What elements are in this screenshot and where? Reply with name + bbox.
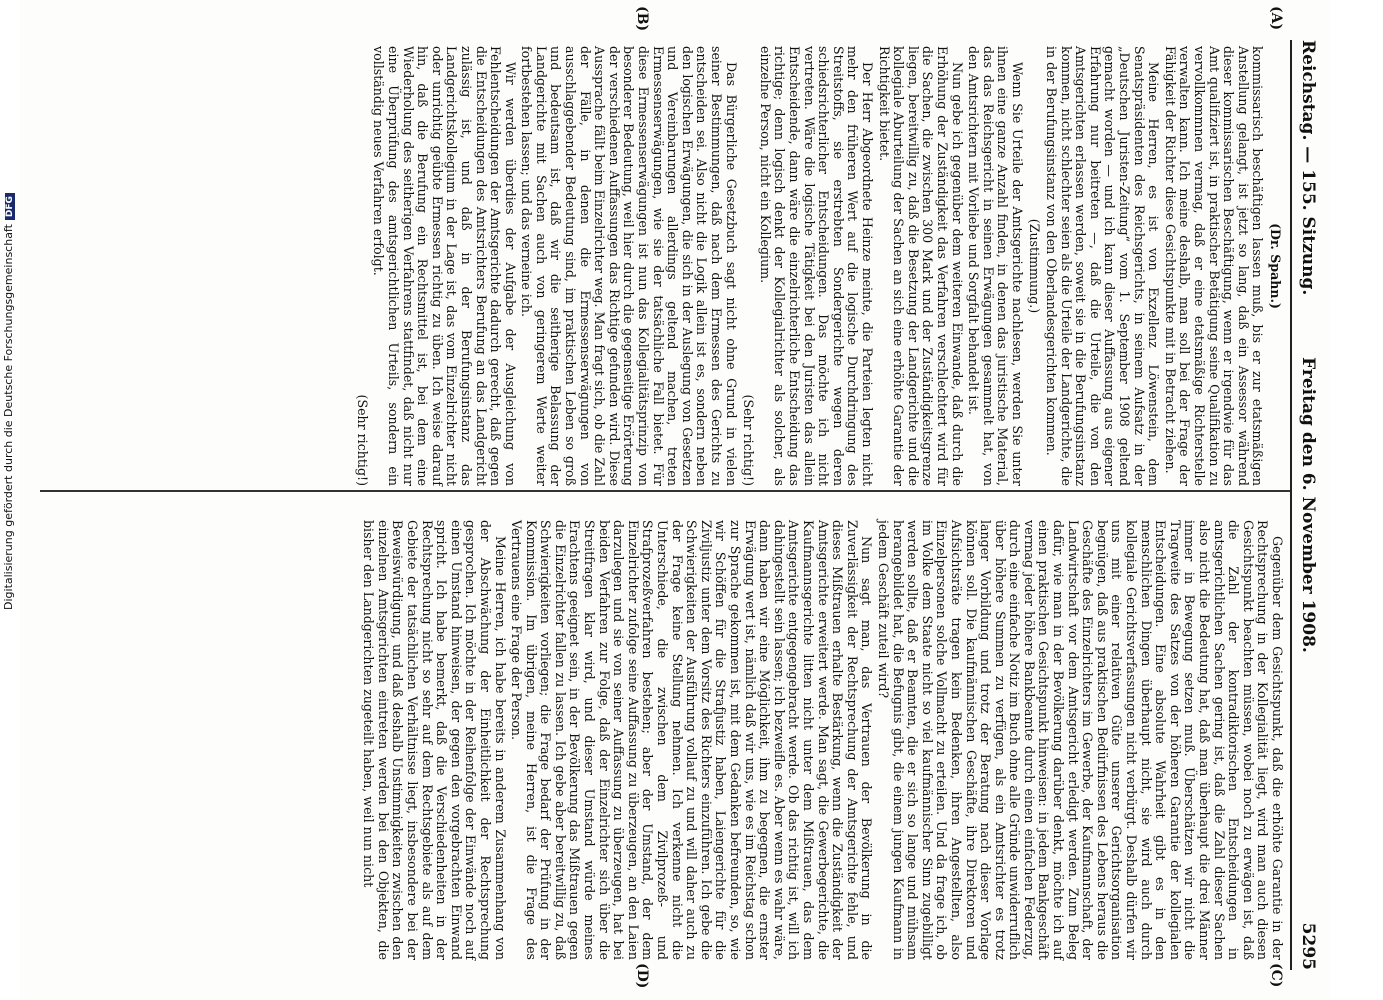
paragraph: Der Herr Abgeordnete Heinze meinte, die Parteien legten nicht mehr den früheren Wert auf die logische Durchdringung des Streitstoffs, sie erstrebten Sondergerichte wegen deren schiedsrichterlicher Entscheidungen. Das möchte ich nicht vertreten. Wäre die logische Tätigkeit bei den Juristen das allein Entscheidende, dann wäre die einzelrichterliche Entscheidung das richtige; denn logisch denkt der Kollegialrichter als solcher, als einzelne Person, nicht ein Kollegium. [757, 46, 875, 486]
margin-mark-d: (D) [634, 963, 650, 989]
dfg-logo: DFG [5, 193, 15, 220]
paragraph: Wir werden überdies der Aufgabe der Ausgleichung von Fehlentscheidungen der Amtsgerichte dadurch gerecht, daß gegen die Entscheidungen des Amtsrichters Berufung an das Landgericht zulässig ist, und daß in der Berufungsinstanz das Landgerichtskollegium in der Lage ist, das vom Einzelrichter nicht oder unrichtig geübte Ermessen richtig zu üben. Ich weise darauf hin, daß die Berufung ein Rechtsmittel ist, bei dem eine Wiederholung des seitherigen Verfahrens stattfindet, daß nicht nur eine Überprüfung des amtsgerichtlichen Urteils, sondern ein vollständig neues Verfahren erfolgt. [371, 46, 518, 486]
paragraph: kommissarisch beschäftigen lassen muß, bis er zur etatsmäßigen Anstellung gelangt, ist jetzt so lang, daß ein Assessor während dieser kommissarischen Beschäftigung, wenn er irgendwie für das Amt qualifiziert ist, in praktischer Betätigung seine Qualifikation zu vervollkommnen vermag, daß er eine etatsmäßige Richterstelle verwalten kann. Ich meine deshalb, man soll bei der Frage der Fähigkeit der Richter diese Gesichtspunkte mit in Betracht ziehen. [1162, 46, 1266, 486]
paragraph: Nun gebe ich gegenüber dem weiteren Einwande, daß durch die Erhöhung der Zuständigkeit das Verfahren verschlechtert wird für die Sachen, die zwischen 300 Mark und der Zuständigkeitsgrenze liegen, bereitwillig zu, daß die Besetzung der Landgerichte und die kollegiale Aburteilung der Sachen an sich eine erhöhte Garantie der Richtigkeit bietet. [876, 46, 965, 486]
digitization-credit [2, 193, 15, 610]
scanned-page [20, 0, 1330, 1000]
column-divider [40, 490, 1290, 492]
paragraph: Meine Herren, ich habe bereits in anderem Zusammenhang von der Abschwächung der Einheitlichkeit der Rechtsprechung gesprochen. Ich möchte in der Reihenfolge der Einwände noch auf einen Umstand hinweisen, der gegen den vorgebrachten Einwand spricht. Ich habe bemerkt, daß die Verschiedenheiten in der Rechtsprechung nicht so sehr auf dem Rechtsgebiete als auf dem Gebiete der tatsächlichen Verhältnisse liegt, insbesondere bei der Beweiswürdigung, und daß deshalb Unstimmigkeiten zwischen den einzelnen Amtsgerichten eintreten werden bei den Objekten, die bisher den Landgerichten zugeteilt haben, weil nun nicht [361, 520, 508, 960]
interjection: (Sehr richtig!) [354, 394, 370, 486]
right-column [359, 520, 1284, 960]
speaker-label: (Dr. Spahn.) [1268, 223, 1283, 309]
credit-text: Digitalisierung gefördert durch die Deutsche Forschungsgemeinschaft [2, 224, 15, 610]
left-column [351, 46, 1284, 486]
paragraph: Meine Herren, es ist von Exzellenz Löwenstein, dem Senatspräsidenten des Reichsgerichts, in seinem Aufsatz in der „Deutschen Juristen-Zeitung“ vom 1. September 1908 geltend gemacht worden — und ich kann dieser Auffassung aus eigener Erfahrung nur beitreten —, daß die Urteile, die von den Amtsgerichten erlassen werden, soweit sie in die Berufungsinstanz kommen, nicht schlechter seien als die Urteile der Landgerichte, die in der Berufungsinstanz von den Oberlandesgerichten kommen. [1044, 46, 1162, 486]
header-left: Reichstag. — 155. Sitzung. [1298, 40, 1318, 296]
header-date: Freitag den 6. November 1908. [1298, 357, 1318, 653]
paragraph: Das Bürgerliche Gesetzbuch sagt nicht ohne Grund in vielen seiner Bestimmungen, daß nach dem Ermessen des Gerichts zu entscheiden sei. Also nicht die Logik allein ist es, sondern neben den logischen Erwägungen, die sich in der Auslegung von Gesetzen und Vereinbarungen allerdings geltend machen, treten Ermessenserwägungen, wie sie der tatsächliche Fall bietet. Für diese Ermessenserwägungen ist nun das Kollegialitätsprinzip von besonderer Bedeutung, weil hier durch die gegenseitige Erörterung der verschiedenen Auffassungen das Richtige gefunden wird. Diese Aussprache fällt beim Einzelrichter weg. Man fragt sich, ob die Zahl der Fälle, in denen die Ermessenserwägungen von ausschlaggebender Bedeutung sind, im praktischen Leben so groß und bedeutsam ist, daß wir die seitherige Belassung der Landgerichte mit Sachen auch von geringerem Werte weiter fortbestehen lassen; und das verneine ich. [519, 46, 739, 486]
margin-mark-b: (B) [634, 6, 650, 32]
paragraph: Wenn Sie Urteile der Amtsgerichte nachlesen, werden Sie unter ihnen eine ganze Anzahl finden, in denen das juristische Material, das das Reichsgericht in seinen Erwägungen gesammelt hat, von den Amtsrichtern mit Vorliebe und Sorgfalt behandelt ist. [966, 46, 1025, 486]
margin-mark-a: (A) [1268, 6, 1284, 31]
paragraph: Nun sagt man, das Vertrauen der Bevölkerung in die Zuverlässigkeit der Rechtsprechung der Amtsgerichte fehle, und dieses Mißtrauen erhalte Bestärkung, wenn die Zuständigkeit der Amtsgerichte erweitert werde. Man sagt, die Gewerbegerichte, die Kaufmannsgerichte litten nicht unter dem Mißtrauen, das dem Amtsgerichte entgegengebracht werde. Ob das richtig ist, will ich dahingestellt sein lassen; ich bezweifle es. Aber wenn es wahr wäre, dann haben wir eine Möglichkeit, ihm zu begegnen, die ernster Erwägung wert ist, nämlich daß wir uns, wie es im Reichstag schon zur Sprache gekommen ist, mit dem Gedanken befreunden, so, wie wir Schöffen für die Strafjustiz haben, Laiengerichte für die Ziviljustiz unter dem Vorsitz des Richters einzuführen. Ich gebe die Schwierigkeiten der Ausführung vollauf zu und will daher auch zu der Frage keine Stellung nehmen. Ich verkenne nicht die Unterschiede, die zwischen dem Zivilprozeß- und Strafprozeßverfahren bestehen; aber der Umstand, der dem Einzelrichter zufolge seine Auffassung zu überzeugen, an den Laien darzulegen und sie von seiner Auffassung zu überzeugen, hat bei beiden Verfahren zur Folge, daß der Einzelrichter sich über die Streitfragen klar wird, und dieser Umstand würde meines Erachtens geeignet sein, in der Bevölkerung das Mißtrauen gegen die Einzelrichter fallen zu lassen. Ich gebe aber bereitwillig zu, daß Schwierigkeiten vorliegen; die Frage bedarf der Prüfung in der Kommission. Im übrigen, meine Herren, ist die Frage des Vertrauens eine Frage der Person. [509, 520, 875, 960]
margin-mark-c: (C) [1268, 963, 1284, 988]
interjection: (Zustimmung.) [1027, 218, 1043, 314]
interjection: (Sehr richtig!) [741, 394, 757, 486]
page-header [1290, 40, 1322, 970]
page-number: 5295 [1298, 922, 1318, 970]
paragraph: Gegenüber dem Gesichtspunkt, daß die erhöhte Garantie in der Rechtsprechung in der Kollegialität liegt, wird man auch diesen Gesichtspunkt beachten müssen, wobei noch zu erwägen ist, daß die Zahl der kontradiktorischen Entscheidungen in amtsgerichtlichen Sachen gering ist, daß die Zahl dieser Sachen also nicht die Bedeutung hat, daß man überhaupt die drei Männer immer in Bewegung setzen muß. Überschätzen wir nicht die Tragweite des Satzes von der höheren Garantie der kollegialen Entscheidungen. Eine absolute Wahrheit gibt es in den menschlichen Dingen überhaupt nicht, sie wird auch durch kollegiale Gerichtsverfassungen nicht verbürgt. Deshalb dürfen wir uns mit einer relativen Güte unserer Gerichtsorganisation begnügen, daß aus praktischen Bedürfnissen des Lebens heraus die Geschäfte des Einzelrichters im Gewerbe, der Kaufmannschaft, der Landwirtschaft vor dem Amtsgericht erledigt werden. Zum Beleg dafür, wie man in der Bevölkerung darüber denkt, möchte ich auf einen praktischen Gesichtspunkt hinweisen: in jedem Bankgeschäft vermag jeder höhere Bankbeamte durch einen einfachen Federzug, durch eine einfache Notiz im Buch ohne alle Gründe unwiderruflich über höhere Summen zu verfügen, als ein Amtsrichter es trotz langer Vorbildung und trotz der Beratung nach dieser Vorlage können soll. Die kaufmännischen Geschäfte, ihre Direktoren und Aufsichtsräte tragen kein Bedenken, ihren Angestellten, also Einzelpersonen solche Vollmacht zu erteilen. Und da frage ich, ob im Volke dem Staate nicht so viel kaufmännischer Sinn zugebilligt werden sollte, daß er Beamten, die er sich so lange und mühsam herangebildet hat, die Befugnis gibt, die einem jungen Kaufmann in jedem Geschäft zuteil wird? [875, 520, 1285, 960]
